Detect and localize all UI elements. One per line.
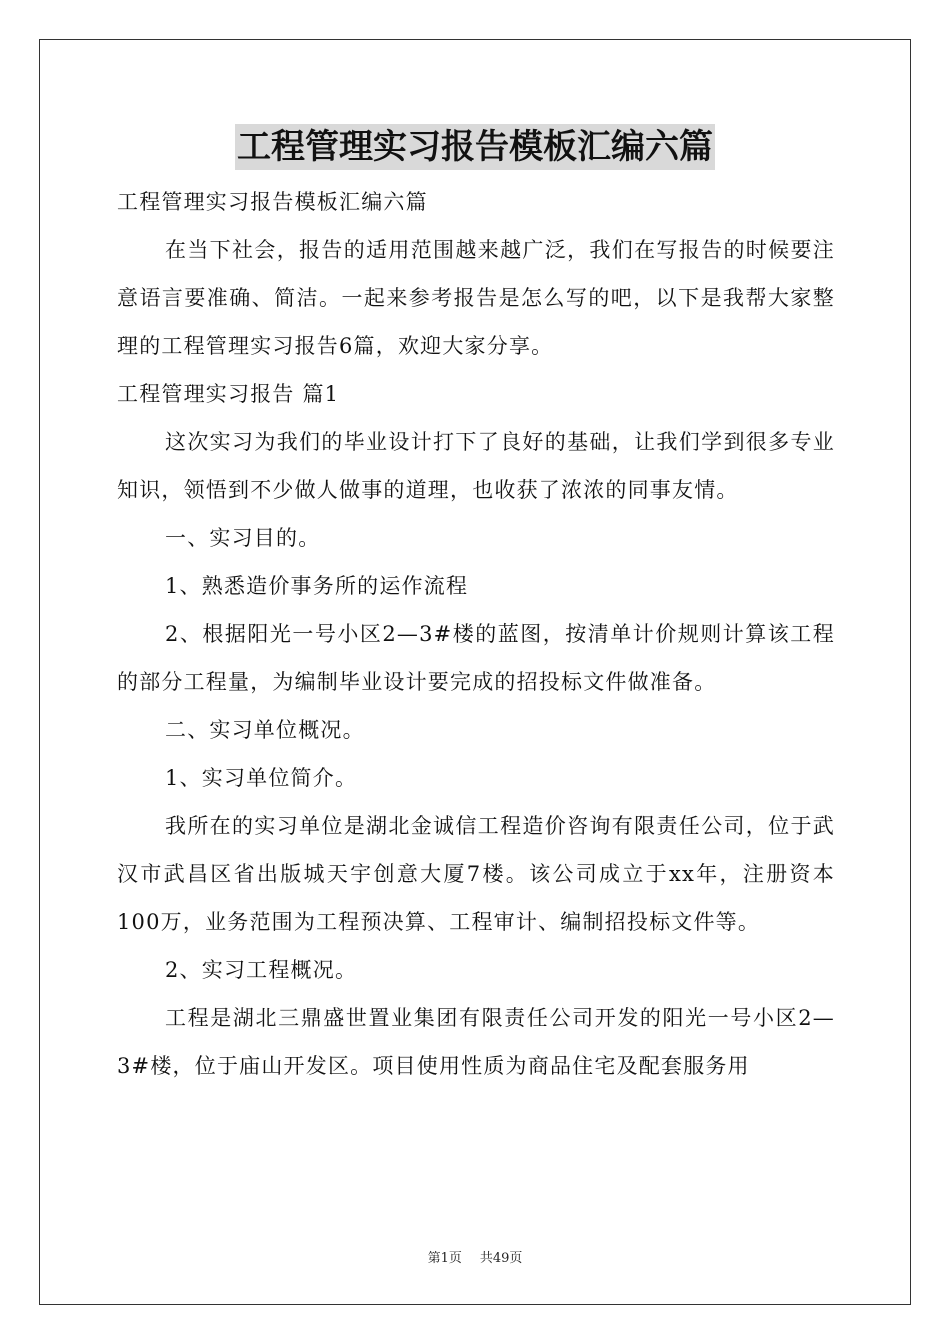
paragraph: 工程是湖北三鼎盛世置业集团有限责任公司开发的阳光一号小区2—3#楼，位于庙山开发区。项目使用性质为商品住宅及配套服务用: [117, 1006, 835, 1078]
page-number: 第1页: [427, 1251, 462, 1266]
paragraph: 1、实习单位简介。: [165, 766, 358, 790]
section-heading: 工程管理实习报告 篇1: [117, 382, 340, 406]
paragraph: 2、根据阳光一号小区2—3#楼的蓝图，按清单计价规则计算该工程的部分工程量，为编制毕业设计要完成的招投标文件做准备。: [117, 622, 835, 694]
document-body: [117, 178, 835, 1090]
document-title: 工程管理实习报告模板汇编六篇: [235, 124, 715, 170]
paragraph: 一、实习目的。: [165, 526, 321, 550]
paragraph: 在当下社会，报告的适用范围越来越广泛，我们在写报告的时候要注意语言要准确、简洁。一起来参考报告是怎么写的吧，以下是我帮大家整理的工程管理实习报告6篇，欢迎大家分享。: [117, 238, 835, 358]
page-footer: [0, 1247, 950, 1266]
title-container: [0, 124, 950, 170]
paragraph: 这次实习为我们的毕业设计打下了良好的基础，让我们学到很多专业知识，领悟到不少做人做事的道理，也收获了浓浓的同事友情。: [117, 430, 835, 502]
paragraph: 二、实习单位概况。: [165, 718, 365, 742]
paragraph: 2、实习工程概况。: [165, 958, 358, 982]
page-total: 共49页: [479, 1251, 523, 1266]
paragraph: 我所在的实习单位是湖北金诚信工程造价咨询有限责任公司，位于武汉市武昌区省出版城天宇创意大厦7楼。该公司成立于xx年，注册资本100万，业务范围为工程预决算、工程审计、编制招投标文件等。: [117, 814, 835, 934]
paragraph: 工程管理实习报告模板汇编六篇: [117, 190, 428, 214]
paragraph: 1、熟悉造价事务所的运作流程: [165, 574, 469, 598]
